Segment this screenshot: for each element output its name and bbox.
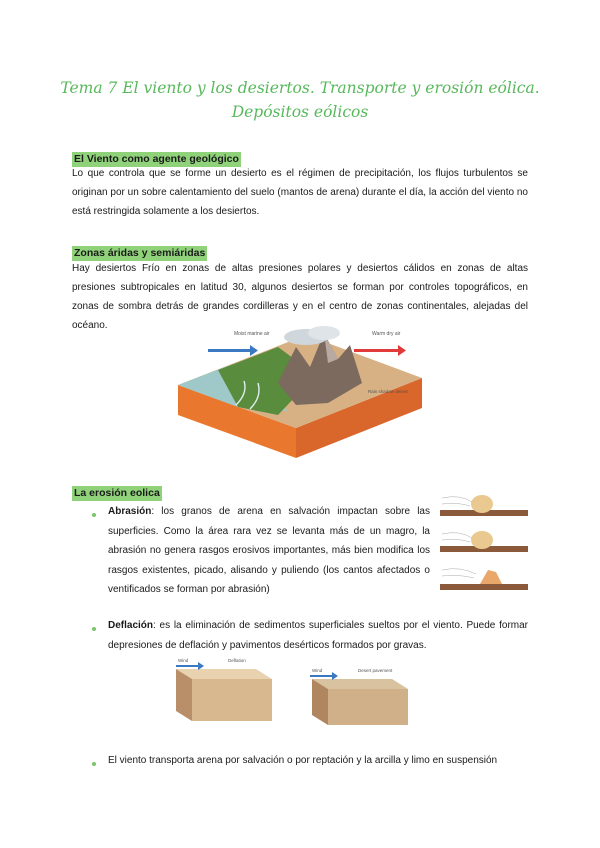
- bullet-transporte: [108, 751, 528, 771]
- figure-label-rain-shadow: Rain shadow desert: [368, 389, 408, 394]
- paragraph-viento: Lo que controla que se forme un desierto es el régimen de precipitación, los flujos turbulentos se originan por un sobre calentamiento del suelo (mantos de arena) durante el día, la acción del viento no está restringida solamente a los desiertos.: [72, 168, 528, 217]
- rain-shadow-desert-figure: [178, 323, 422, 458]
- bullet-term: Deflación: [108, 620, 154, 631]
- deflation-figure: [172, 655, 426, 725]
- figure-label-warm-air: Warm dry air: [372, 331, 401, 337]
- section-heading-erosion: La erosión eolica: [74, 487, 160, 499]
- bullet-body: El viento transporta arena por salvación o por reptación y la arcilla y limo en suspensión: [108, 755, 498, 766]
- ventifact-figure: [440, 490, 530, 598]
- section-heading-zonas: Zonas áridas y semiáridas: [74, 247, 206, 259]
- figure-label-moist-air: Moist marine air: [234, 331, 270, 337]
- bullet-deflacion: [108, 616, 528, 655]
- bullet-body: : es la eliminación de sedimentos superficiales sueltos por el viento. Puede formar depresiones de deflación y pavimentos desérticos formados por gravas.: [108, 620, 528, 651]
- figure-label-deflation: Deflation: [228, 658, 246, 663]
- bullet-dot: [92, 627, 96, 631]
- bullet-term: Abrasión: [108, 506, 152, 517]
- bullet-abrasion: [108, 502, 430, 600]
- paragraph-zonas: Hay desiertos Frío en zonas de altas presiones polares y desiertos cálidos en zonas de altas presiones subtropicales en latitud 30, algunos desiertos se forman por controles topográficos, en zonas de sombra detrás de grandes cordilleras y en el centro de zonas continentales, alejadas del océano.: [72, 263, 528, 331]
- page-title: Tema 7 El viento y los desiertos. Transporte y erosión eólica. Depósitos eólicos: [60, 79, 540, 121]
- figure-label-wind-a: Wind: [178, 658, 189, 663]
- figure-label-desert-pavement: Desert pavement: [358, 668, 393, 673]
- figure-label-wind-b: Wind: [312, 668, 323, 673]
- bullet-body: : los granos de arena en salvación impactan sobre las superficies. Como la área rara vez se levanta más de un magro, la abrasión no genera rasgos erosivos importantes, más bien modifica los rasgos existentes, picado, alisando y puliendo (los cantos afectados o ventificados se forman por abrasión): [108, 506, 430, 595]
- section-heading-viento: El Viento como agente geológico: [74, 153, 239, 165]
- bullet-dot: [92, 762, 96, 766]
- bullet-dot: [92, 513, 96, 517]
